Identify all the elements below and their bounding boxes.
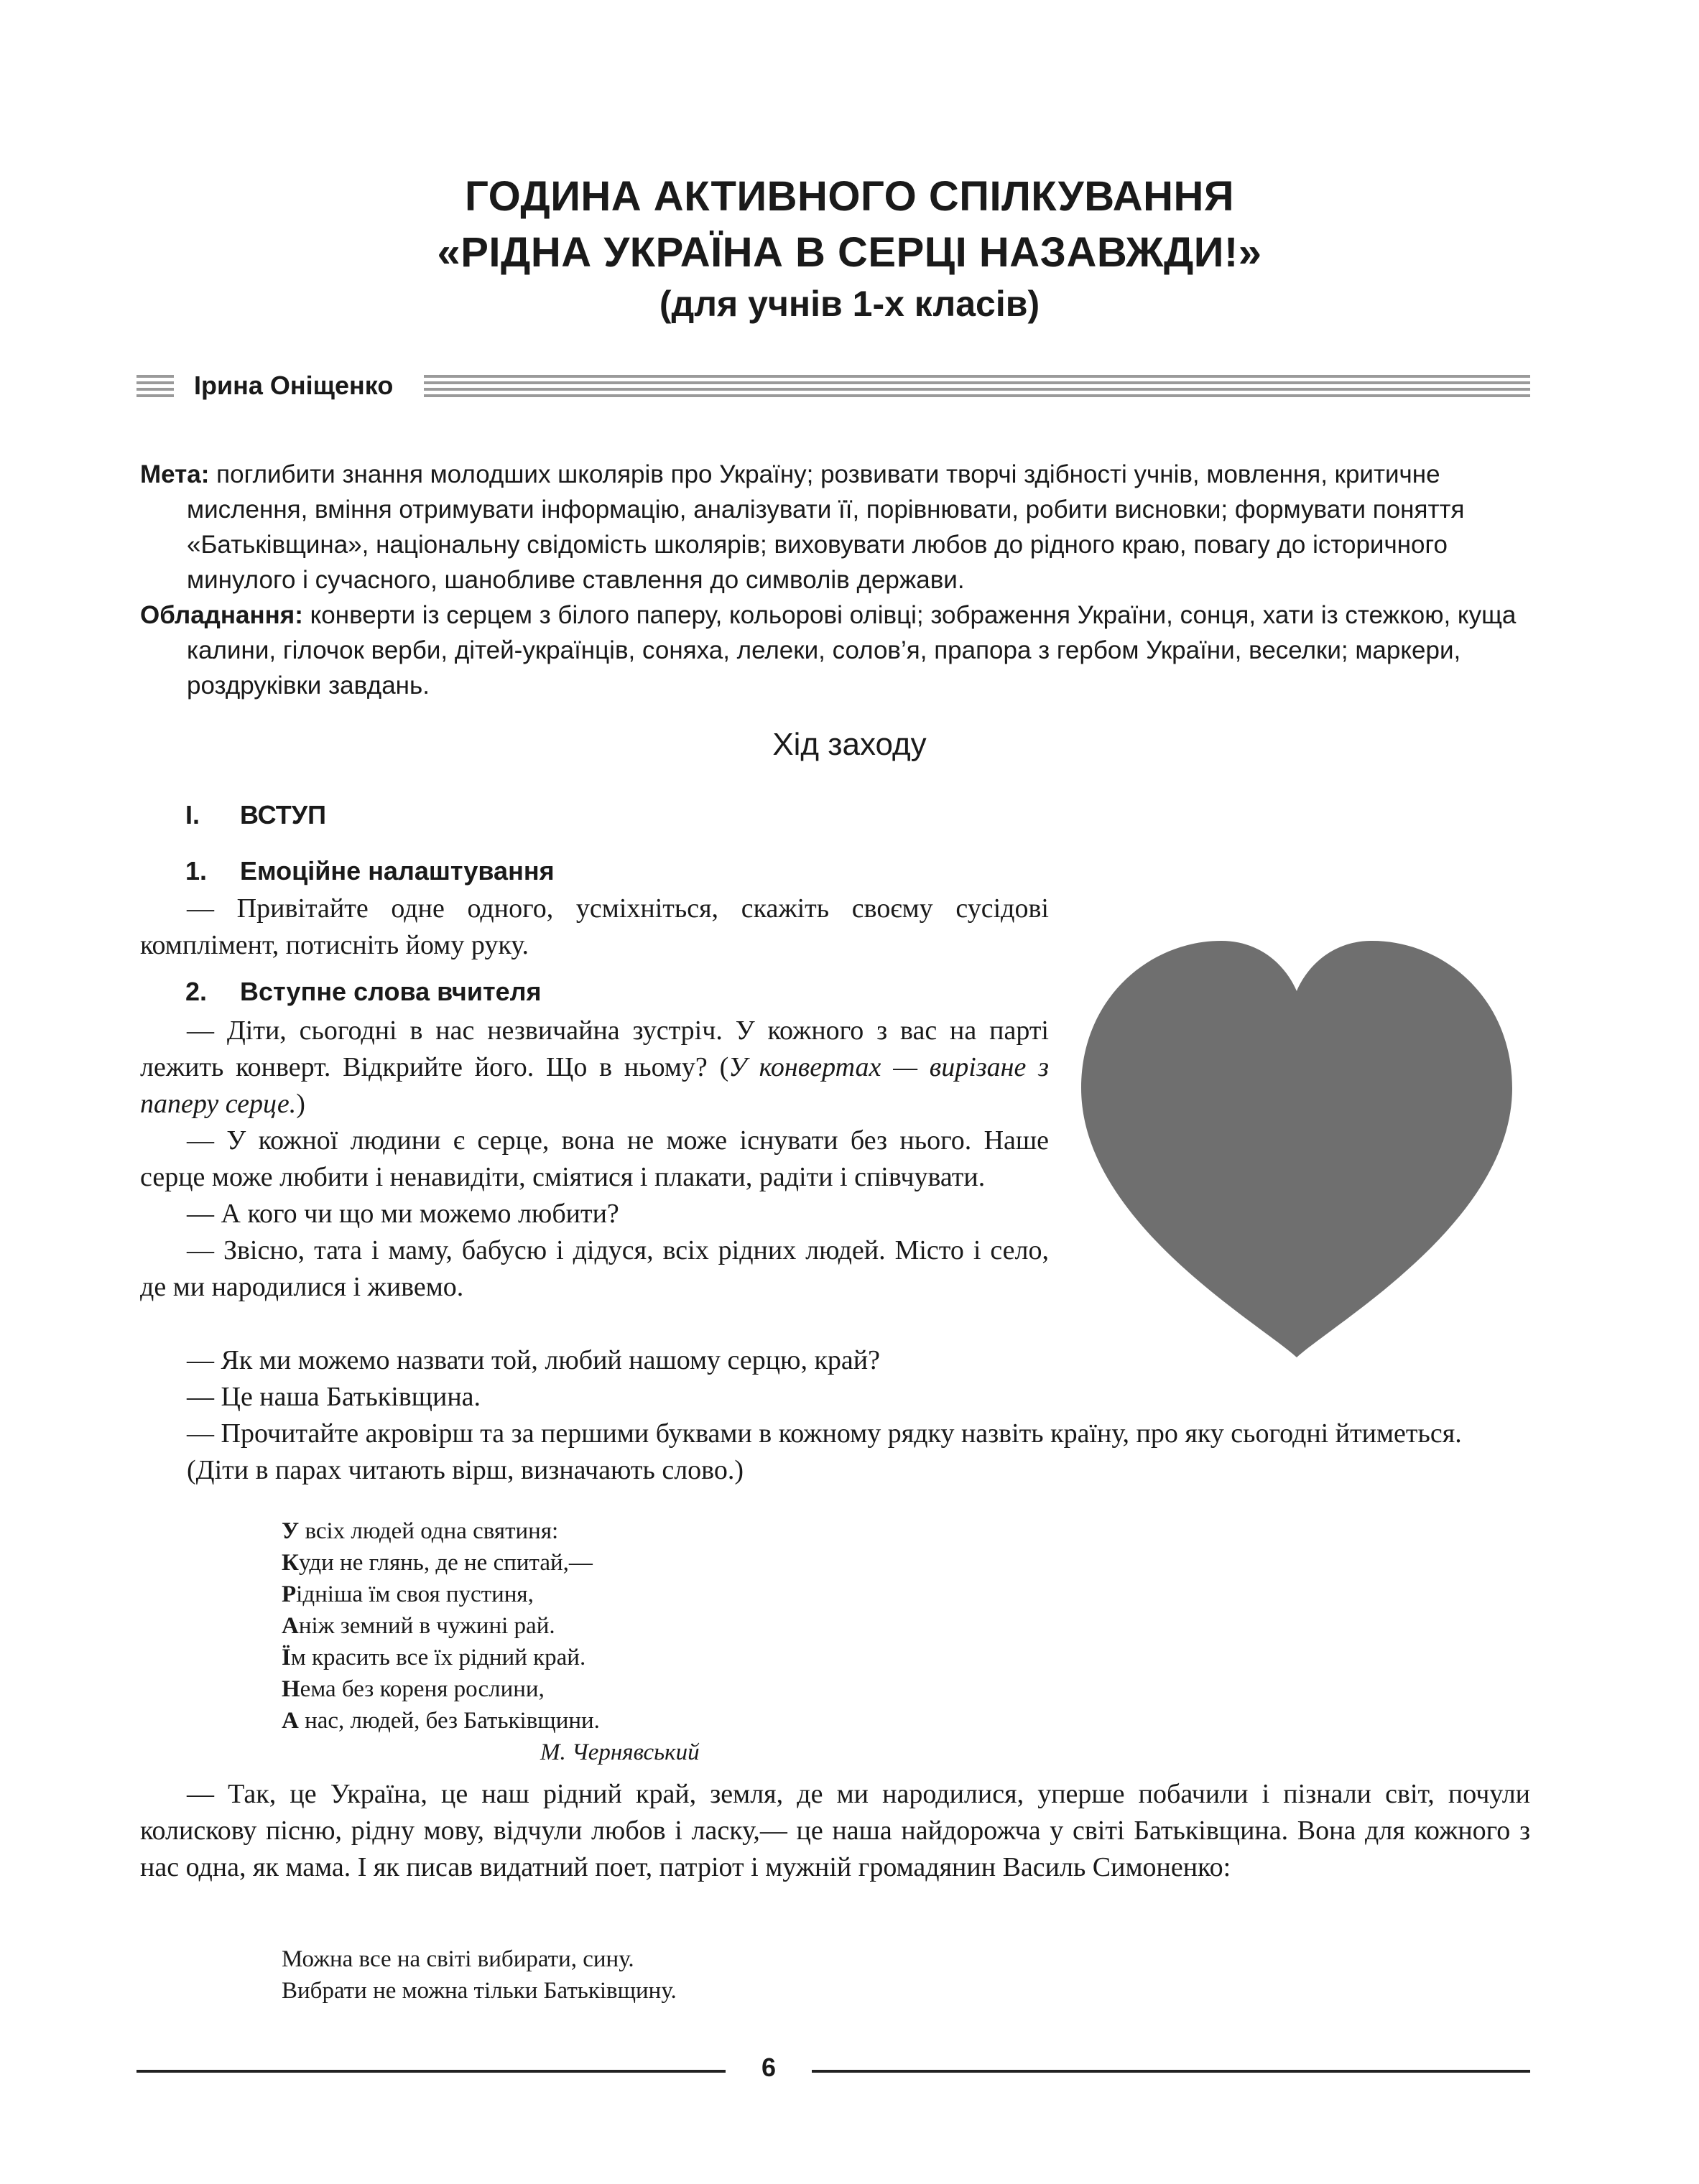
- paragraph-question: — А кого чи що ми можемо любити?: [187, 1199, 619, 1229]
- page-footer: [136, 2053, 1530, 2088]
- goal-text: поглибити знання молодших школярів про Україну; розвивати творчі здібності учнів, мовлення, критичне мислення, вміння отримувати інформацію, аналізувати її, порівнювати, робити висновки; формувати поняття «Батьківщина», національну свідомість школярів; виховувати любов до рідного краю, повагу до історичного минулого і сучасного, шанобливе ставлення до символів держави.: [187, 460, 1465, 594]
- paragraph-greeting: — Привітайте одне одного, усміхніться, скажіть своєму сусідові комплімент, потисніть йому руку.: [140, 893, 1049, 960]
- goal-label: Мета:: [140, 460, 210, 488]
- poem-line: [282, 1610, 700, 1642]
- subsection-2-title: Вступне слова вчителя: [240, 977, 542, 1006]
- poem-line: [282, 1547, 700, 1579]
- page-title-line-1: ГОДИНА АКТИВНОГО СПІЛКУВАННЯ: [464, 173, 1235, 220]
- page-number: 6: [761, 2053, 777, 2082]
- section-heading: Хід заходу: [772, 727, 927, 762]
- equipment-label: Обладнання:: [140, 601, 303, 629]
- poem-line: [282, 1673, 700, 1705]
- decorative-stripes-right: [424, 375, 1530, 398]
- poem-line-text: уди не глянь, де не спитай,—: [298, 1550, 593, 1576]
- poem-line: [282, 1705, 700, 1737]
- goal-paragraph: [140, 457, 1530, 598]
- subsection-1-number: 1.: [185, 856, 208, 886]
- paragraph-envelope: [140, 1013, 1049, 1123]
- paragraph-envelope-text: — Діти, сьогодні в нас незвичайна зустріч. У кожного з вас на парті лежить конверт. Відкрийте його. Що в ньому? (: [140, 1016, 1049, 1082]
- footer-rule-right: [812, 2070, 1530, 2073]
- footer-rule-left: [136, 2070, 726, 2073]
- acrostic-poem: [282, 1515, 700, 1768]
- quote-line: Вибрати не можна тільки Батьківщину.: [282, 1978, 677, 2004]
- subsection-1-heading: [185, 856, 555, 886]
- section-1-title: ВСТУП: [240, 800, 326, 830]
- poem-author: М. Чернявський: [540, 1739, 700, 1765]
- poem-line-initial: Ї: [282, 1645, 291, 1670]
- paragraph-envelope-note: У конвертах — вирізане з паперу серце.: [140, 1052, 1050, 1119]
- subsection-2-number: 2.: [185, 977, 208, 1006]
- poem-line-text: ніж земний в чужині рай.: [298, 1613, 555, 1639]
- paragraph-stage-direction: (Діти в парах читають вірш, визначають слово.): [187, 1455, 744, 1485]
- poem-line: [282, 1642, 700, 1673]
- poem-line-initial: А: [282, 1708, 299, 1734]
- poem-line-text: всіх людей одна святиня:: [299, 1518, 559, 1544]
- poem-line-initial: К: [282, 1550, 299, 1576]
- ukraine-paragraph-block: [140, 1776, 1530, 1886]
- paragraph-question-2: — Як ми можемо назвати той, любий нашому серцю, край?: [187, 1345, 880, 1375]
- poem-line-initial: Н: [282, 1676, 300, 1702]
- poem-line: [282, 1579, 700, 1610]
- heart-illustration: [1078, 934, 1516, 1365]
- poem-line: [282, 1515, 700, 1547]
- poem-line-initial: У: [282, 1518, 300, 1544]
- meta-block: [140, 457, 1530, 703]
- quote-poem: [282, 1943, 677, 2007]
- paragraph-greeting-block: [140, 891, 1049, 964]
- page-title-line-2: «РІДНА УКРАЇНА В СЕРЦІ НАЗАВЖДИ!»: [437, 229, 1262, 276]
- poem-line-text: ідніша їм своя пустиня,: [296, 1581, 534, 1607]
- heart-shape: [1081, 941, 1512, 1357]
- paragraph-answer-2: — Це наша Батьківщина.: [187, 1382, 481, 1412]
- teacher-intro-block: [140, 1013, 1049, 1306]
- poem-line-text: ема без кореня рослини,: [300, 1676, 545, 1702]
- poem-line-initial: Р: [282, 1581, 297, 1607]
- poem-line-text: нас, людей, без Батьківщини.: [298, 1708, 600, 1734]
- poem-line-text: м красить все їх рідний край.: [290, 1645, 586, 1670]
- quote-line: Можна все на світі вибирати, сину.: [282, 1946, 634, 1972]
- equipment-paragraph: [140, 598, 1530, 703]
- paragraph-answer: — Звісно, тата і маму, бабусю і дідуся, всіх рідних людей. Місто і село, де ми народилися і живемо.: [140, 1235, 1049, 1302]
- decorative-stripes-left: [136, 375, 174, 398]
- section-1-number: I.: [185, 800, 200, 830]
- paragraph-ukraine: — Так, це Україна, це наш рідний край, земля, де ми народилися, уперше побачили і пізнали світ, почули колискову пісню, рідну мову, відчули любов і ласку,— це наша найдорожча у світі Батьківщина. Вона для кожного з нас одна, як мама. І як писав видатний поет, патріот і мужній громадянин Василь Симоненко:: [140, 1779, 1530, 1882]
- author-row: [136, 371, 1530, 406]
- paragraph-heart: — У кожної людини є серце, вона не може існувати без нього. Наше серце може любити і ненавидіти, сміятися і плакати, радіти і співчувати.: [140, 1125, 1049, 1192]
- equipment-text: конверти із серцем з білого паперу, кольорові олівці; зображення України, сонця, хати із стежкою, куща калини, гілочок верби, дітей-українців, соняха, лелеки, солов’я, прапора з гербом України, веселки; маркери, роздруківки завдань.: [187, 601, 1517, 700]
- poem-line-initial: А: [282, 1613, 299, 1639]
- author-name: Ірина Оніщенко: [194, 371, 394, 400]
- subsection-2-heading: [185, 977, 541, 1007]
- page-subtitle: (для учнів 1-х класів): [659, 284, 1040, 324]
- paragraph-envelope-close: ): [296, 1089, 305, 1119]
- section-1-heading: [185, 800, 326, 830]
- subsection-1-title: Емоційне налаштування: [240, 856, 555, 886]
- paragraph-acrostic-task: — Прочитайте акровірш та за першими буквами в кожному рядку назвіть країну, про яку сьогодні йтиметься.: [187, 1418, 1462, 1449]
